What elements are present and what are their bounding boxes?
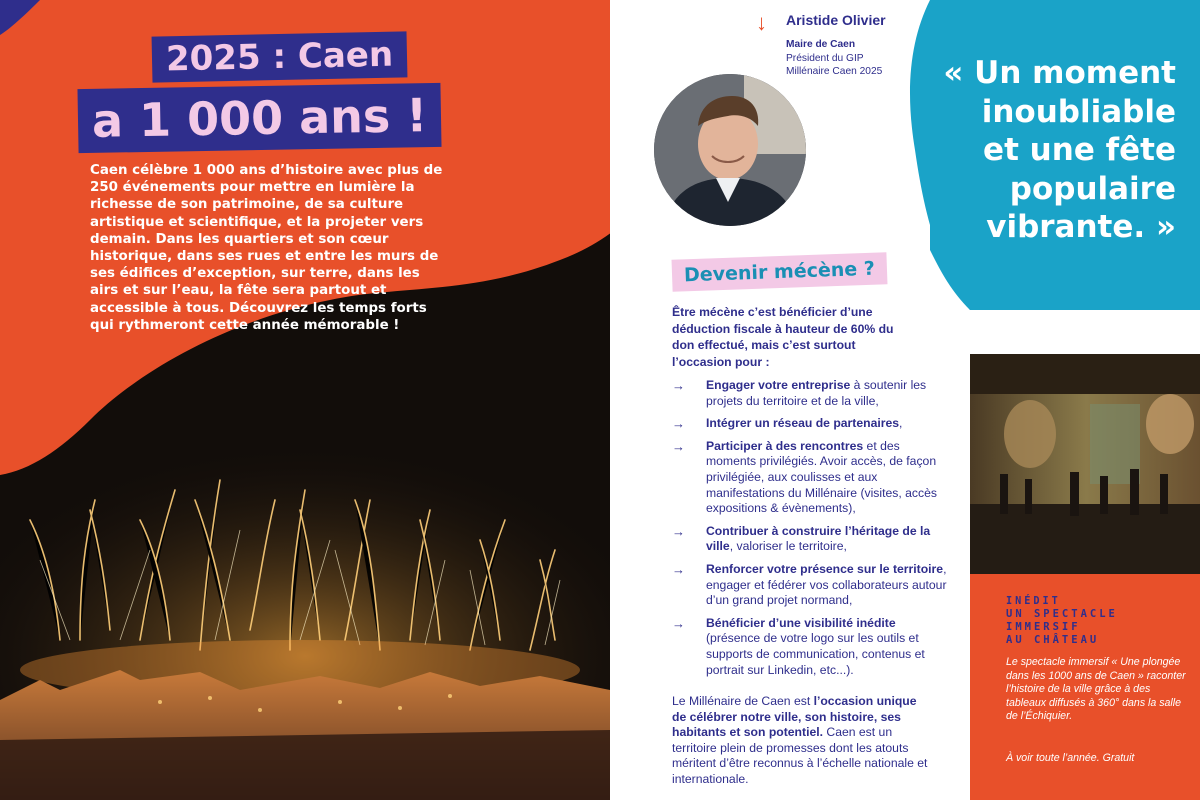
- author-name: Aristide Olivier: [786, 12, 886, 28]
- benefit-bold: Participer à des rencontres: [706, 438, 864, 453]
- benefit-bold: Contribuer à construire l’héritage de la ville: [706, 523, 931, 554]
- author-role-organisation: Millénaire Caen 2025: [786, 66, 883, 77]
- list-item: [672, 524, 952, 555]
- closing-bold: l’occasion unique de célébrer notre ville, son histoire, ses habitants et son potentiel.: [672, 694, 917, 740]
- arrow-right-icon: →: [672, 615, 685, 631]
- author-role-mayor: Maire de Caen: [786, 39, 856, 50]
- author-portrait: [652, 72, 808, 228]
- immersive-show-illustration: [970, 354, 1200, 574]
- list-item: [672, 378, 952, 409]
- title-line-2: a 1 000 ans !: [77, 83, 441, 153]
- show-note: À voir toute l’année. Gratuit: [1006, 752, 1135, 764]
- benefit-text: , valoriser le territoire,: [729, 539, 847, 554]
- list-item: [672, 416, 952, 432]
- benefit-text: , engager et fédérer vos collaborateurs autour d’un grand projet normand,: [706, 561, 947, 608]
- benefit-text: et des moments privilégiés. Avoir accès, de façon privilégiée, aux coulisses et aux manifestations du Millénaire (visites, accès expositions & évènements),: [706, 438, 937, 516]
- show-panel: [970, 574, 1200, 800]
- benefit-text: (présence de votre logo sur les outils et supports de communication, contenus et portrait sur Linkedin, etc...).: [706, 631, 925, 677]
- list-item: [672, 439, 952, 517]
- author-role-president: Président du GIP: [786, 52, 864, 64]
- benefit-text: ,: [899, 416, 903, 431]
- show-title: [1006, 608, 1186, 646]
- closing-paragraph: [672, 694, 932, 788]
- portrait-illustration: [654, 74, 808, 228]
- author-role: [786, 38, 926, 79]
- benefit-text: à soutenir les projets du territoire et de la ville,: [706, 378, 927, 408]
- benefit-bold: Engager votre entreprise: [706, 378, 851, 392]
- benefit-bold: Bénéficier d’une visibilité inédite: [706, 615, 896, 630]
- mecene-heading: Devenir mécène ?: [672, 252, 888, 291]
- show-title-line-3: AU CHÂTEAU: [1006, 633, 1100, 646]
- closing-text-2: Caen est un territoire plein de promesses dont les atouts méritent d’être reconnus à l’échelle nationale et internationale.: [672, 725, 928, 786]
- benefit-bold: Renforcer votre présence sur le territoire: [706, 561, 944, 576]
- show-description: Le spectacle immersif « Une plongée dans les 1000 ans de Caen » raconter l’histoire de la ville grâce à des tableaux diffusés à 360° dans la salle de l’Échiquier.: [1006, 656, 1186, 723]
- immersive-show-photo: [970, 354, 1200, 574]
- arrow-down-icon: ↓: [756, 10, 767, 35]
- show-title-line-2: IMMERSIF: [1006, 620, 1081, 633]
- arrow-right-icon: →: [672, 561, 685, 577]
- arrow-right-icon: →: [672, 378, 685, 393]
- mecene-intro: Être mécène c’est bénéficier d’une déduction fiscale à hauteur de 60% du don effectué, mais c’est surtout l’occasion pour :: [672, 305, 894, 369]
- arrow-right-icon: →: [672, 416, 685, 432]
- intro-paragraph: Caen célèbre 1 000 ans d’histoire avec plus de 250 événements pour mettre en lumière la richesse de son patrimoine, de sa culture artistique et scientifique, et la projeter vers demain. Dans les quartiers et son cœur historique, dans ses rues et entre les murs de ses édifices d’exception, sur terre, dans les airs et sur l’eau, la fête sera partout et accessible à tous. Découvrez les temps forts qui rythmeront cette année mémorable !: [90, 163, 443, 333]
- title-line-1: 2025 : Caen: [152, 31, 408, 82]
- arrow-right-icon: →: [672, 438, 685, 454]
- benefits-list: [672, 378, 952, 685]
- fireworks-photo: [0, 440, 610, 800]
- arrow-right-icon: →: [672, 523, 685, 539]
- show-title-line-1: UN SPECTACLE: [1006, 608, 1118, 620]
- pull-quote: « Un moment inoubliable et une fête populaire vibrante. »: [943, 55, 1176, 245]
- closing-text-1: Le Millénaire de Caen est: [672, 694, 814, 708]
- right-page: [610, 0, 1200, 800]
- list-item: [672, 616, 952, 678]
- benefit-bold: Intégrer un réseau de partenaires: [706, 416, 900, 431]
- show-kicker: INÉDIT: [1006, 596, 1061, 607]
- list-item: [672, 562, 952, 609]
